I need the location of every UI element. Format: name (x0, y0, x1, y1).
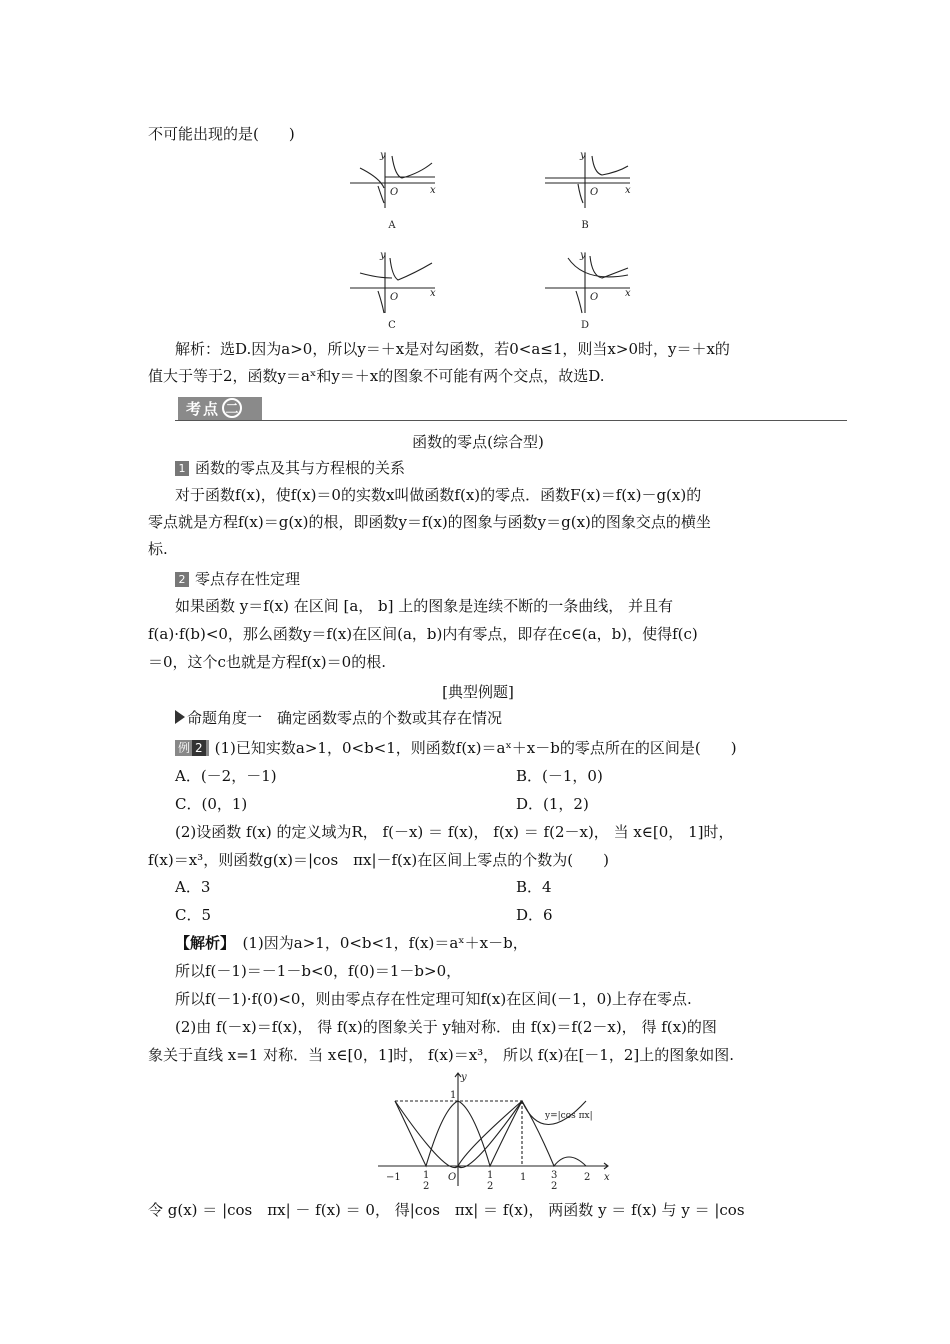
option-d: D．(1，2) (516, 795, 589, 813)
solution-line: 解析：选D.因为a>0，所以y＝＋x是对勾函数，若0<a≤1，则当x>0时，y＝＋x的 (175, 340, 730, 358)
axis-y-label: y (580, 250, 586, 261)
axis-x-label: x (625, 185, 631, 196)
triangle-icon (175, 710, 185, 724)
kaodian-header (175, 393, 847, 423)
point-2-title: 零点存在性定理 (195, 570, 301, 588)
example-number: 2 (192, 740, 206, 756)
axis-x-label: x (430, 288, 436, 299)
question-text: (1)已知实数a>1，0<b<1，则函数f(x)＝aˣ＋x－b的零点所在的区间是( ) (214, 739, 737, 757)
graph-y-tick: 1 (450, 1090, 457, 1101)
analysis-tag: 【解析】 (175, 934, 228, 952)
graph-tick: 1 (423, 1170, 430, 1181)
angle-heading (175, 708, 835, 728)
point-1-title: 函数的零点及其与方程根的关系 (195, 459, 406, 477)
question-2-line: (2)设函数 f(x) 的定义域为R， f(－x) ＝ f(x)， f(x) ＝ f(2－x)， 当 x∈[0， 1]时， (175, 823, 734, 841)
fig-label-c: C (388, 320, 396, 331)
fig-label-d: D (580, 320, 590, 331)
fig-label-b: B (581, 220, 589, 231)
axis-o-label: O (590, 187, 599, 198)
paragraph-line: 标. (148, 540, 168, 558)
analysis-line: 所以f(－1)·f(0)<0，则由零点存在性定理可知f(x)在区间(－1，0)上存在零点. (175, 990, 692, 1008)
graph-tick: 2 (584, 1172, 591, 1183)
option-a: A．(－2，－1) (175, 767, 277, 785)
axis-o-label: O (390, 292, 399, 303)
question-2-line: f(x)＝x³，则函数g(x)＝|cos πx|－f(x)在区间上零点的个数为( ) (148, 851, 609, 869)
analysis-line: (2)由 f(－x)＝f(x)， 得 f(x)的图象关于 y轴对称．由 f(x)＝f(2－x)， 得 f(x)的图 (175, 1018, 717, 1036)
point-1-number: 1 (175, 461, 189, 476)
axis-y-label: y (380, 250, 386, 261)
axis-x-label: x (430, 185, 436, 196)
solution-line: 值大于等于2，函数y＝aˣ和y＝＋x的图象不可能有两个交点，故选D. (148, 367, 605, 385)
point-2-number: 2 (175, 572, 189, 587)
kaodian-number: 二 (222, 398, 242, 418)
paragraph-line: 对于函数f(x)，使f(x)＝0的实数x叫做函数f(x)的零点．函数F(x)＝f(x)－g(x)的 (175, 486, 702, 504)
axis-x-label: x (625, 288, 631, 299)
kaodian-label: 考点 (186, 400, 221, 418)
fig-label-a: A (388, 220, 396, 231)
graph-y-axis-label: y (461, 1072, 467, 1083)
option-c: C．(0，1) (175, 795, 248, 813)
paragraph-line: ＝0，这个c也就是方程f(x)＝0的根. (148, 653, 386, 671)
graph-origin: O (448, 1172, 457, 1183)
graph-tick: 2 (551, 1181, 558, 1192)
graph-tick: −1 (386, 1172, 401, 1183)
axis-o-label: O (590, 292, 599, 303)
example-badge-label: 例 (178, 741, 191, 755)
option-a: A．3 (175, 878, 211, 896)
analysis-line: 令 g(x) ＝ |cos πx| － f(x) ＝ 0， 得|cos πx| ＝ f(x)， 两函数 y ＝ f(x) 与 y ＝ |cos (148, 1201, 745, 1219)
option-c: C．5 (175, 906, 212, 924)
divider (175, 420, 847, 421)
example-question-1 (175, 738, 835, 758)
paragraph-line: 零点就是方程f(x)＝g(x)的根，即函数y＝f(x)的图象与函数y＝g(x)的图象交点的横坐 (148, 513, 711, 531)
analysis-text: (1)因为a>1，0<b<1，f(x)＝aˣ＋x－b， (227, 934, 528, 952)
graph-tick: 3 (551, 1170, 558, 1181)
analysis-line (175, 933, 835, 953)
option-graphs (340, 148, 640, 333)
axis-y-label: y (580, 150, 586, 161)
option-d: D．6 (516, 906, 553, 924)
analysis-line: 象关于直线 x=1 对称．当 x∈[0，1]时， f(x)＝x³， 所以 f(x)在[－1，2]上的图象如图. (148, 1046, 734, 1064)
graph-tick: 1 (487, 1170, 494, 1181)
option-b: B．4 (516, 878, 552, 896)
graph-x-axis-label: x (604, 1172, 610, 1183)
point-2-heading (175, 569, 835, 589)
question-tail: 不可能出现的是( ) (148, 125, 295, 143)
function-graph (368, 1068, 618, 1193)
paragraph-line: 如果函数 y＝f(x) 在区间 [a， b] 上的图象是连续不断的一条曲线， 并且有 (175, 597, 674, 615)
example-badge (175, 740, 209, 756)
angle-title: 命题角度一 确定函数零点的个数或其存在情况 (187, 709, 503, 727)
axis-o-label: O (390, 187, 399, 198)
graph-tick: 1 (520, 1172, 527, 1183)
axis-y-label: y (380, 150, 386, 161)
graph-tick: 2 (423, 1181, 430, 1192)
option-b: B．(－1，0) (516, 767, 603, 785)
section-title: 函数的零点(综合型) (412, 433, 544, 451)
paragraph-line: f(a)·f(b)<0，那么函数y＝f(x)在区间(a，b)内有零点，即存在c∈(a，b)，使得f(c) (148, 625, 698, 643)
point-1-heading (175, 458, 835, 478)
typical-examples-title: [典型例题] (442, 683, 514, 701)
graph-curve-label: y=|cos πx| (545, 1111, 593, 1121)
analysis-line: 所以f(－1)＝－1－b<0，f(0)＝1－b>0， (175, 962, 462, 980)
kaodian-badge (178, 397, 262, 421)
graph-tick: 2 (487, 1181, 494, 1192)
